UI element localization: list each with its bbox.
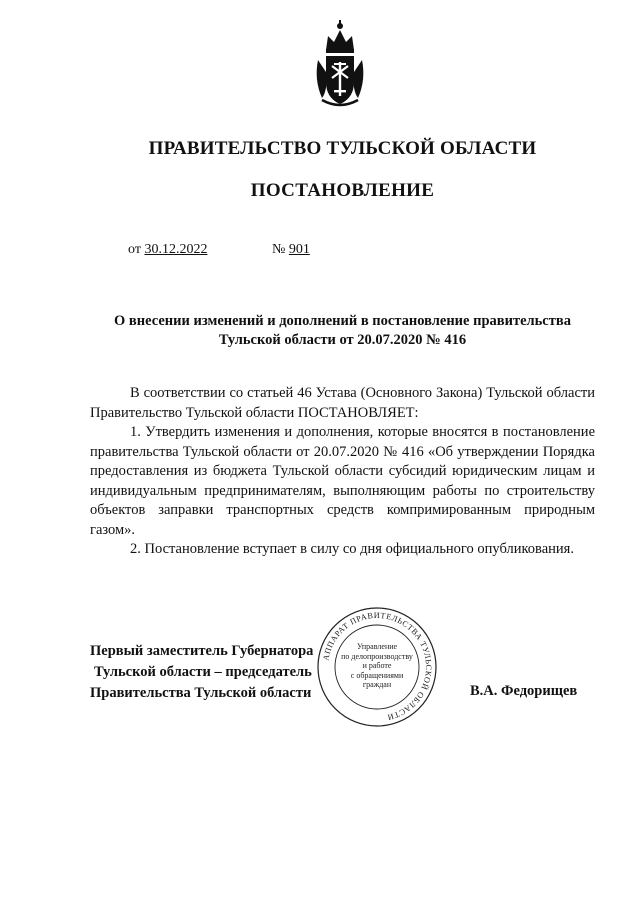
date-value: 30.12.2022: [144, 242, 208, 257]
document-body: [90, 384, 595, 560]
position-line-2: Тульской области – председатель: [94, 664, 312, 680]
date-prefix: от: [128, 242, 141, 257]
stamp-center-text: [336, 642, 418, 690]
stamp-ring-text: АППАРАТ ПРАВИТЕЛЬСТВА ТУЛЬСКОЙ ОБЛАСТИ: [321, 610, 434, 722]
stamp-line-2: по делопроизводству: [341, 651, 413, 661]
stamp-line-3: и работе: [362, 661, 392, 671]
government-title: ПРАВИТЕЛЬСТВО ТУЛЬСКОЙ ОБЛАСТИ: [148, 138, 537, 159]
document-type: ПОСТАНОВЛЕНИЕ: [250, 180, 435, 201]
number-value: 901: [288, 242, 310, 257]
document-number: [272, 242, 310, 258]
body-item-2: 2. Постановление вступает в силу со дня официального опубликования.: [130, 541, 574, 557]
document-subject: [90, 312, 595, 350]
position-line-3: Правительства Тульской области: [90, 685, 312, 701]
stamp-line-5: граждан: [362, 680, 392, 690]
signatory-name: В.А. Федорищев: [470, 683, 578, 699]
number-prefix: №: [272, 242, 286, 257]
body-item-1: 1. Утвердить изменения и дополнения, которые вносятся в постановление правительства Тульской области от 20.07.2020 № 416 «Об утверждении Порядка предоставления из бюджета Тульской области субсидий юридическим лицам и индивидуальным предпринимателям, выполняющим работы по строительству объектов заправки транспортных средств компримированным природным газом».: [90, 424, 595, 538]
signatory-position: [90, 641, 313, 704]
position-line-1: Первый заместитель Губернатора: [90, 643, 314, 659]
subject-line-1: О внесении изменений и дополнений в постановление правительства: [114, 313, 571, 329]
body-intro-paragraph: В соответствии со статьей 46 Устава (Основного Закона) Тульской области Правительство Тульской области ПОСТАНОВЛЯЕТ:: [90, 385, 595, 421]
subject-line-2: Тульской области от 20.07.2020 № 416: [218, 332, 467, 348]
document-date: [128, 242, 207, 258]
stamp-line-4: с обращениями: [350, 670, 404, 680]
stamp-line-1: Управление: [356, 642, 398, 651]
tula-coat-of-arms-icon: [312, 20, 368, 110]
